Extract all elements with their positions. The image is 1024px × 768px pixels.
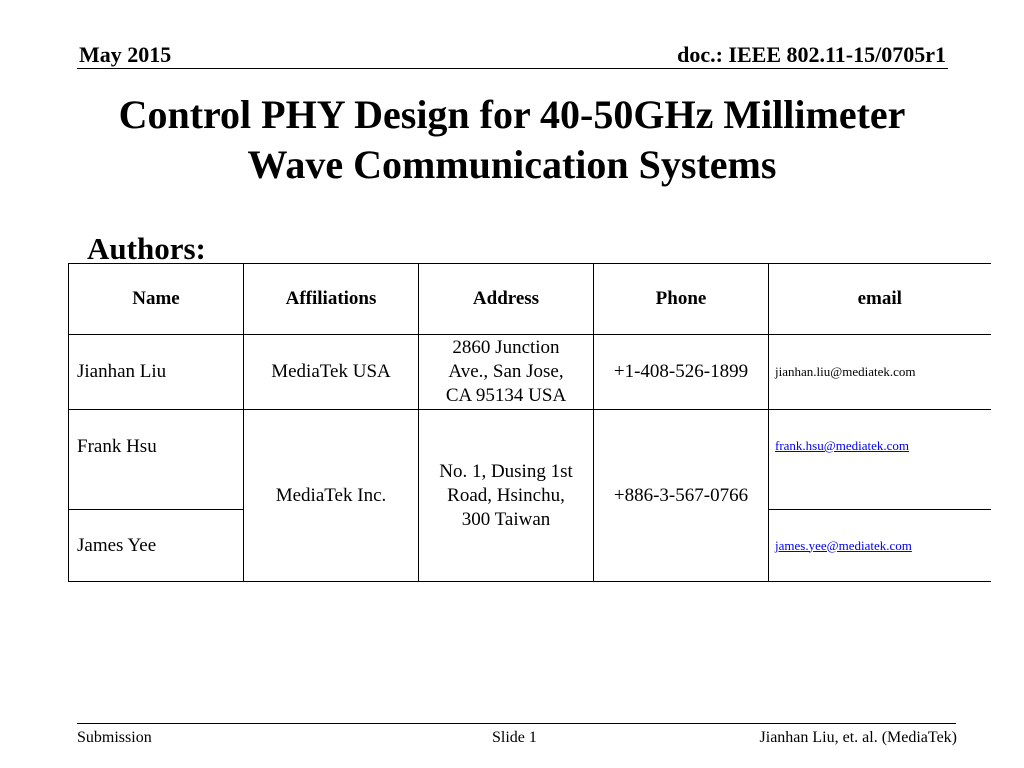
author-phone: +1-408-526-1899 xyxy=(594,335,769,410)
author-affiliation: MediaTek USA xyxy=(244,335,419,410)
header-divider xyxy=(77,68,948,69)
address-line: No. 1, Dusing 1st xyxy=(439,460,573,482)
email-link[interactable]: james.yee@mediatek.com xyxy=(775,537,912,553)
footer-slide-number: Slide 1 xyxy=(492,729,537,746)
author-affiliation: MediaTek Inc. xyxy=(244,410,419,582)
address-line: 2860 Junction xyxy=(452,337,560,358)
footer-author: Jianhan Liu, et. al. (MediaTek) xyxy=(759,729,957,746)
author-email: jianhan.liu@mediatek.com xyxy=(769,335,991,410)
authors-heading: Authors: xyxy=(87,231,206,266)
author-name: James Yee xyxy=(69,510,244,582)
column-header-email: email xyxy=(769,264,991,335)
author-name: Frank Hsu xyxy=(69,410,244,510)
footer-submission: Submission xyxy=(77,729,152,746)
column-header-phone: Phone xyxy=(594,264,769,335)
table-row xyxy=(69,410,991,510)
slide-title-line-2: Wave Communication Systems xyxy=(247,142,777,187)
table-header-row xyxy=(69,264,991,335)
header-doc-number: doc.: IEEE 802.11-15/0705r1 xyxy=(677,42,946,67)
column-header-affiliations: Affiliations xyxy=(244,264,419,335)
address-line: 300 Taiwan xyxy=(461,508,551,530)
slide-title xyxy=(0,90,1024,190)
column-header-name: Name xyxy=(69,264,244,335)
table-row xyxy=(69,335,991,410)
author-address xyxy=(419,410,594,582)
author-phone: +886-3-567-0766 xyxy=(594,410,769,582)
author-name: Jianhan Liu xyxy=(69,335,244,410)
author-email xyxy=(769,410,991,510)
address-line: Road, Hsinchu, xyxy=(447,484,565,506)
header-date: May 2015 xyxy=(79,42,172,67)
address-line: Ave., San Jose, xyxy=(448,361,564,382)
footer-divider xyxy=(77,723,956,724)
author-email xyxy=(769,510,991,582)
author-address xyxy=(419,335,594,410)
authors-table xyxy=(68,263,991,582)
column-header-address: Address xyxy=(419,264,594,335)
email-link[interactable]: frank.hsu@mediatek.com xyxy=(775,438,909,453)
address-line: CA 95134 USA xyxy=(445,385,567,406)
slide-title-line-1: Control PHY Design for 40-50GHz Millimeter xyxy=(118,92,906,137)
